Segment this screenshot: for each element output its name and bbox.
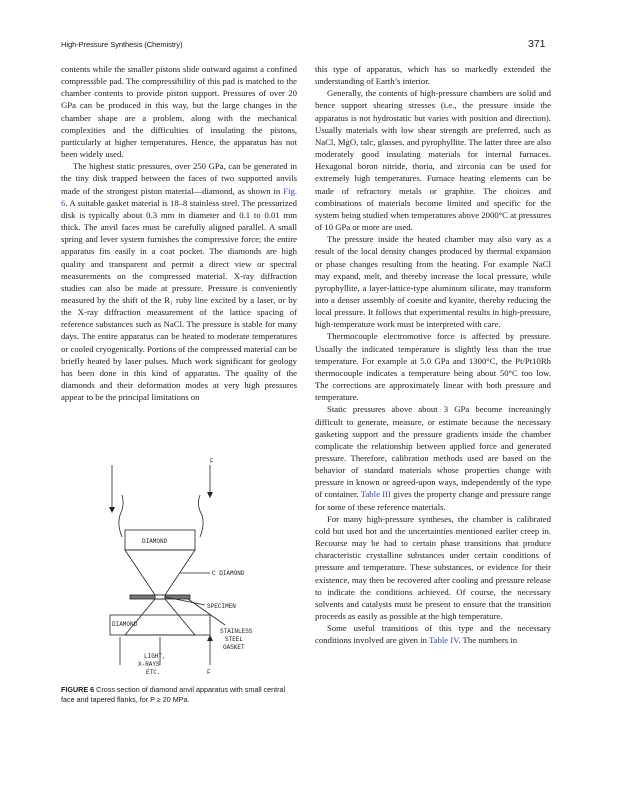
gasket-label: STAINLESS — [220, 628, 253, 635]
paragraph-text: . The numbers in — [458, 635, 518, 646]
paragraph — [315, 622, 551, 646]
figure-caption — [61, 685, 299, 705]
paragraph: For many high-pressure syntheses, the chamber is calibrated cold but used hot and the uncertainties mentioned earlier creep in. Recourse may be had to certain phase transitions that produce characteristic crystalline substances under certain conditions of pressure and temperature. These substances, or evidence for their existence, may then be recovered after cooling and pressure release to indicate the conditions achieved. Of course, the necessary solvents and catalysts must be present to ensure that the transition proceeds as easily as possible at the high temperature. — [315, 513, 551, 622]
paragraph: Thermocouple electromotive force is affected by pressure. Usually the indicated temperature is slightly less than the true temperature. For example at 5.0 GPa and 1300°C, the Pt/Pt10Rh thermocouple indicates a temperature being about 50°C too low. The corrections are approximately linear with both pressure and temperature. — [315, 331, 551, 403]
arrow-head — [207, 492, 213, 498]
caption-label: FIGURE 6 — [61, 685, 95, 694]
table-link[interactable]: Table IV — [428, 635, 459, 646]
diamond-label: DIAMOND — [142, 538, 168, 545]
paragraph — [315, 403, 551, 512]
top-diamond — [125, 550, 195, 595]
paragraph-text: Static pressures above about 3 GPa become increasingly difficult to generate, measure, or estimate because the necessary gasketing support and the pressure gradients inside the chamber complicate the relationship between applied force and generated pressure. Therefore, calibration methods used are based on the behavior of standard materials whose properties change with pressure in known or agreed-upon ways, independently of the type of container. — [315, 404, 551, 500]
support-line — [119, 495, 123, 537]
bottom-diamond — [125, 599, 195, 635]
gasket-label: GASKET — [223, 644, 245, 651]
figure-link[interactable]: Fig. 6 — [61, 185, 297, 208]
right-column — [315, 63, 551, 647]
paragraph-text: Some useful transitions of this type and the necessary conditions involved are given in — [315, 623, 551, 646]
paragraph: Generally, the contents of high-pressure chambers are solid and hence support shearing stresses (i.e., the pressure inside the apparatus is not hydrostatic but varies with position and direction). Usually materials with low shear strength are preferred, such as NaCl, MgO, talc, glasses, and pyrophyllite. The latter three are also moderately good insulating materials for internal furnaces. Hexagonal boron nitride, thoria, and zirconia can be used for extremely high temperatures. Furnace heating elements can be made of refractory metals or graphite. The choices and combinations of materials become limited and specific for the system being studied when temperatures above 2000°C at pressures of 10 GPa or more are used. — [315, 88, 551, 233]
light-label: LIGHT, — [144, 653, 166, 660]
caption-text: Cross section of diamond anvil apparatus with small central face and tapered flanks, for P ≥ 20 MPa. — [61, 685, 286, 704]
paragraph — [61, 160, 297, 403]
diamond-anvil-figure — [60, 455, 300, 680]
paragraph: this type of apparatus, which has so markedly extended the understanding of Earth’s interior. — [315, 64, 551, 87]
left-column — [61, 63, 297, 403]
force-label: F — [210, 458, 214, 465]
diamond-label: DIAMOND — [112, 621, 138, 628]
paragraph-text: The highest static pressures, over 250 GPa, can be generated in the tiny disk trapped between the faces of two supported anvils made of the strongest piston material—diamond, as shown in — [61, 161, 297, 196]
c-diamond-label: C DIAMOND — [212, 570, 245, 577]
table-link[interactable]: Table III — [360, 489, 391, 500]
light-label: ETC. — [146, 669, 161, 676]
paragraph-text: . A suitable gasket material is 18–8 stainless steel. The pressurized disk is typically about 0.3 mm in diameter and 0.1 to 0.01 mm thick. The anvil faces must be carefully aligned parallel. A small spring and lever system furnishes the compressive force; the entire apparatus fits easily in a coat pocket. The diamonds are high quality and transparent and permit a direct view or spectral measurements on the compressed material. X-ray diffraction studies can also be made at pressure. Pressure is conveniently measured by the shift of the R₁ ruby line excited by a laser, or by the X-ray diffraction measurement of the lattice spacing of reference substances such as NaCl. The pressure is stable for many days. The entire apparatus can be heated to moderate temperatures or cooled cryogenically. Portions of the compressed material can be briefly heated by laser pulses. Much work significant for geology has been done in this kind of apparatus. The quality of the diamonds and their deformation modes at very high pressures appear to be the principal limitations on — [61, 197, 297, 403]
running-title: High-Pressure Synthesis (Chemistry) — [61, 40, 183, 49]
paragraph-text: gives the property change and pressure range for some of these reference materials. — [315, 489, 551, 512]
force-label: F — [207, 669, 211, 676]
page-number: 371 — [528, 38, 546, 50]
paragraph: The pressure inside the heated chamber may also vary as a result of the local density changes produced by thermal expansion or phase changes resulting from the heating. For example NaCl may expand, melt, and thereby increase the local pressure, while pyrophyllite, a layer-lattice-type aluminum silicate, may transform into a denser assembly of coesite and kyanite, thereby reducing the local pressure. It follows that experimental results in high-pressure, high-temperature work must be interpreted with care. — [315, 234, 551, 330]
specimen-chamber — [155, 595, 165, 599]
paragraph: contents while the smaller pistons slide outward against a confined compressible pad. The compressibility of this pad is matched to the chamber contents to provide piston support. Pressures of over 20 GPa can be produced in this way, but the large changes in the chamber shape are a problem, along with the mechanical complexities and the difficulties of insulating the pistons, particularly at higher temperatures. Hence, the apparatus has not been widely used. — [61, 64, 297, 160]
specimen-label: SPECIMEN — [207, 603, 236, 610]
arrow-head — [109, 507, 115, 513]
gasket-label: STEEL — [225, 636, 244, 643]
arrow-head — [207, 635, 213, 641]
light-label: X-RAYS — [138, 661, 160, 668]
support-line — [198, 495, 203, 537]
